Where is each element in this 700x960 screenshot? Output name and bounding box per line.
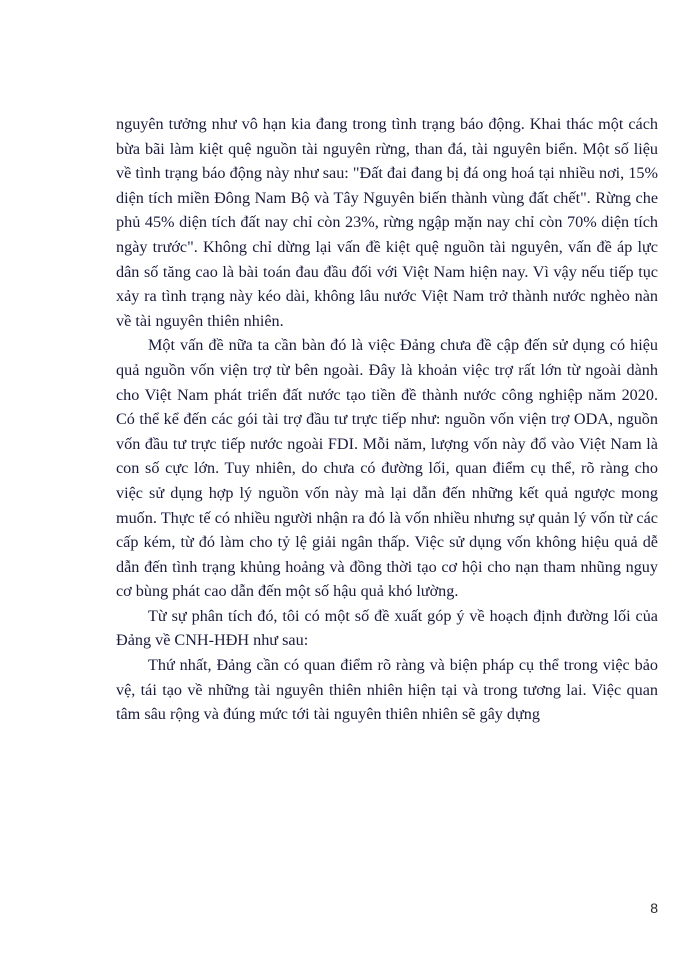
paragraph-3: Từ sự phân tích đó, tôi có một số đề xuất góp ý về hoạch định đường lối của Đảng về CNH-HĐH như sau: xyxy=(116,606,658,650)
paragraph-1: nguyên tưởng như vô hạn kia đang trong tình trạng báo động. Khai thác một cách bừa bãi làm kiệt quệ nguồn tài nguyên rừng, than đá, tài nguyên biển. Một số liệu về tình trạng báo động này như sau: "Đất đai đang bị đá ong hoá tại nhiều nơi, 15% diện tích miền Đông Nam Bộ và Tây Nguyên biến thành vùng đất chết". Rừng che phủ 45% diện tích đất nay chỉ còn 23%, rừng ngập mặn nay chỉ còn 70% diện tích ngày trước". Không chỉ dừng lại vấn đề kiệt quệ nguồn tài nguyên, vấn đề áp lực dân số tăng cao là bài toán đau đầu đối với Việt Nam hiện nay. Vì vậy nếu tiếp tục xảy ra tình trạng này kéo dài, không lâu nước Việt Nam trở thành nước nghèo nàn về tài nguyên thiên nhiên. xyxy=(116,115,658,330)
body-text xyxy=(116,112,658,727)
paragraph-4: Thứ nhất, Đảng cần có quan điểm rõ ràng và biện pháp cụ thể trong việc bảo vệ, tái tạo về những tài nguyên thiên nhiên hiện tại và trong tương lai. Việc quan tâm sâu rộng và đúng mức tới tài nguyên thiên nhiên sẽ gây dựng xyxy=(116,656,658,724)
paragraph-2: Một vấn đề nữa ta cần bàn đó là việc Đảng chưa đề cập đến sử dụng có hiệu quả nguồn vốn viện trợ từ bên ngoài. Đây là khoản việc trợ rất lớn từ ngoài dành cho Việt Nam phát triển đất nước tạo tiền đề thành nước công nghiệp năm 2020. Có thể kể đến các gói tài trợ đầu tư trực tiếp như: nguồn vốn viện trợ ODA, nguồn vốn đầu tư trực tiếp nước ngoài FDI. Mỗi năm, lượng vốn này đổ vào Việt Nam là con số cực lớn. Tuy nhiên, do chưa có đường lối, quan điểm cụ thể, rõ ràng cho việc sử dụng hợp lý nguồn vốn này mà lại dẫn đến những kết quả ngược mong muốn. Thực tế có nhiều người nhận ra đó là vốn nhiều nhưng sự quản lý vốn từ các cấp kém, từ đó làm cho tỷ lệ giải ngân thấp. Việc sử dụng vốn không hiệu quả dễ dẫn đến tình trạng khủng hoảng và đồng thời tạo cơ hội cho nạn tham nhũng nguy cơ bùng phát cao dẫn đến một số hậu quả khó lường. xyxy=(116,336,658,601)
page-number: 8 xyxy=(650,900,658,916)
